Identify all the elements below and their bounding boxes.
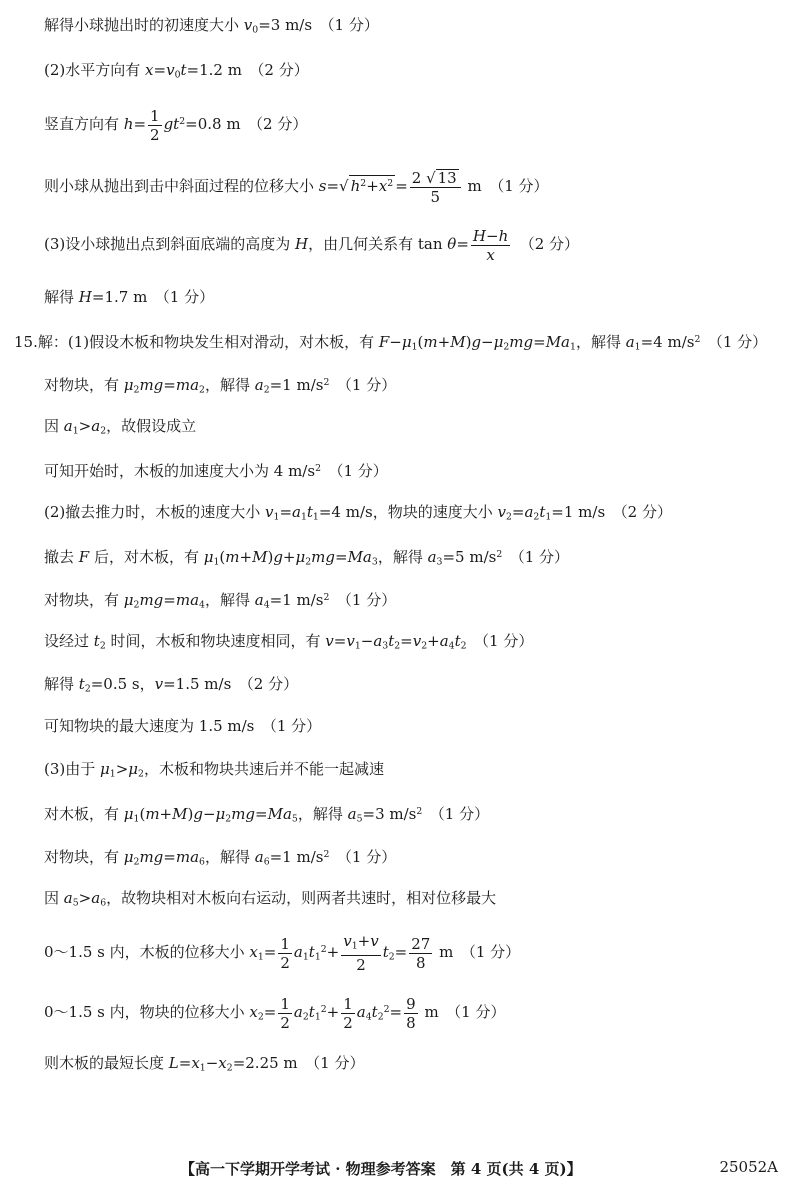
document-code: 25052A — [719, 1158, 778, 1176]
answer-line: 解得 H=1.7 m （1 分） — [44, 288, 215, 306]
answer-line: 因 $a_5>a_6$，故物块相对木板向右运动，则两者共速时，相对位移最大 — [44, 889, 497, 909]
answer-line: (3)由于 $\mu_1>\mu_2$，木板和物块共速后并不能一起减速 — [44, 760, 384, 780]
answer-line: 设经过 $t_2$ 时间，木板和物块速度相同，有 $v=v_1-a_3t_2=v_2+a_4t_2$ （1 分） — [44, 632, 534, 652]
answer-line: 0～1.5 s 内，物块的位移大小 $x_2=$ $\frac{1}{2}$ $a_2t_1^2+$ $\frac{1}{2}$ $a_4t_2^2=$ $\frac{9}{8}$ m （1 分） — [44, 994, 506, 1032]
answer-line: 解得 $t_2=0.5$ s，v=1.5 m/s （2 分） — [44, 675, 299, 695]
answer-line: 竖直方向有 h= $\frac{1}{2}$ $gt^2=0.8$ m （2 分） — [44, 106, 308, 144]
answer-line: 15.解：(1)假设木板和物块发生相对滑动，对木板，有 $F-\mu_1(m+M)g-\mu_2mg=Ma_1$，解得 $a_1=4$ $m/s^2$ （1 分） — [14, 333, 768, 353]
answer-line: 可知开始时，木板的加速度大小为 4 $m/s^2$ （1 分） — [44, 462, 388, 481]
answer-line: (2)水平方向有 $x=v_0t=1.2$ m （2 分） — [44, 61, 309, 81]
answer-line: 则小球从抛出到击中斜面过程的位移大小 s=√ $h^2+x^2$ = $\frac{2 √ 13}{5}$ m （1 分） — [44, 168, 549, 206]
page-footer: 【高一下学期开学考试 · 物理参考答案 第 4 页(共 4 页)】 — [180, 1160, 582, 1178]
answer-line: 0～1.5 s 内，木板的位移大小 $x_1=$ $\frac{1}{2}$ $a_1t_1^2+$ $\frac{v_1+v}{2}$ $t_2=$ $\frac{27}{8}$ m （1 分） — [44, 932, 521, 975]
answer-line: 因 $a_1>a_2$，故假设成立 — [44, 417, 197, 437]
answer-line: (3)设小球抛出点到斜面底端的高度为 H，由几何关系有 tan θ= $\frac{H-h}{x}$ （2 分） — [44, 226, 580, 264]
answer-line: 对物块，有 $\mu_2mg=ma_4$，解得 $a_4=1$ $m/s^2$ （1 分） — [44, 591, 397, 611]
answer-line: 解得小球抛出时的初速度大小 $v_0=3$ m/s （1 分） — [44, 16, 379, 36]
answer-line: (2)撤去推力时，木板的速度大小 $v_1=a_1t_1=4$ m/s，物块的速度大小 $v_2=a_2t_1=1$ m/s （2 分） — [44, 503, 672, 523]
answer-line: 可知物块的最大速度为 1.5 m/s （1 分） — [44, 717, 322, 735]
answer-line: 对木板，有 $\mu_1(m+M)g-\mu_2mg=Ma_5$，解得 $a_5=3$ $m/s^2$ （1 分） — [44, 805, 490, 825]
answer-line: 对物块，有 $\mu_2mg=ma_6$，解得 $a_6=1$ $m/s^2$ （1 分） — [44, 848, 397, 868]
answer-line: 撤去 F 后，对木板，有 $\mu_1(m+M)g+\mu_2mg=Ma_3$，解得 $a_3=5$ $m/s^2$ （1 分） — [44, 548, 570, 568]
answer-line: 对物块，有 $\mu_2mg=ma_2$，解得 $a_2=1$ $m/s^2$ （1 分） — [44, 376, 397, 396]
answer-line: 则木板的最短长度 $L=x_1-x_2=2.25$ m （1 分） — [44, 1054, 365, 1074]
